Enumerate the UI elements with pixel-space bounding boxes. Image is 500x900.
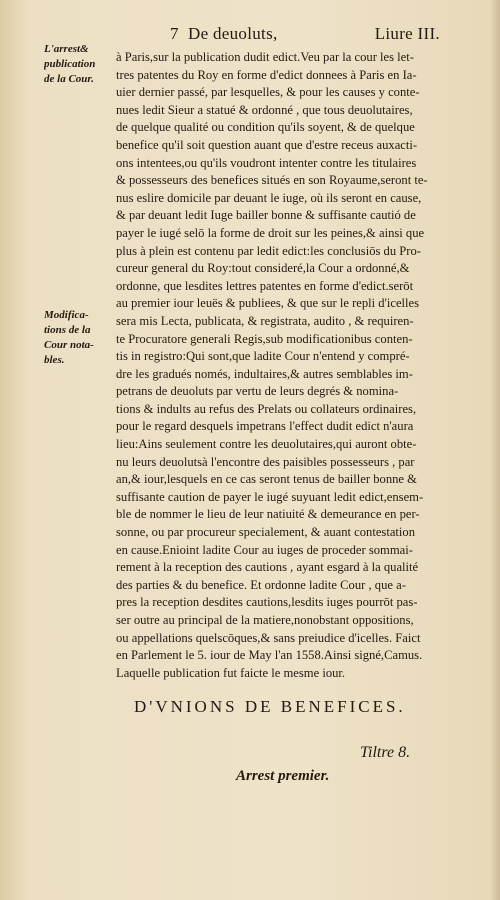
body-line: ons intentees,ou qu'ils voudront intenter contre les titulaires xyxy=(116,155,417,170)
body-line: & par deuant ledit Iuge bailler bonne & suffisante cautió de xyxy=(116,208,416,223)
margin-note-line: de la Cour. xyxy=(44,73,94,85)
title-number: Tiltre 8. xyxy=(360,744,411,761)
body-line: en Parlement le 5. iour de May l'an 1558.Ainsi signé,Camus. xyxy=(116,648,423,663)
arrest-heading: Arrest premier. xyxy=(236,768,330,784)
body-line: cureur general du Roy:tout consideré,la Cour a ordonné,& xyxy=(116,261,410,276)
margin-note-line: L'arrest& xyxy=(44,43,89,55)
book-label: Liure III. xyxy=(374,24,440,43)
body-line: te Procuratore generali Regis,sub modificationibus conten- xyxy=(116,331,413,346)
body-line: sera mis Lecta, publicata, & registrata, audito , & requiren- xyxy=(116,313,414,328)
page-edge-shadow xyxy=(490,0,500,900)
body-line: nus eslire domicile par deuant le iuge, où ils seront en cause, xyxy=(116,190,422,205)
body-line: dre les gradués només, indultaires,& autres semblables im- xyxy=(116,366,413,381)
body-line: au premier iour leuës & publiees, & que sur le repli d'icelles xyxy=(116,296,420,311)
body-line: de quelque qualité ou condition qu'ils soyent, & de quelque xyxy=(116,120,415,135)
body-line: & possesseurs des benefices situés en son Royaume,seront te- xyxy=(116,173,428,188)
body-text xyxy=(116,49,476,682)
margin-note-line: Modifica- xyxy=(44,309,89,321)
body-line: ou appellations quelscōques,& sans preiudice d'icelles. Faict xyxy=(116,630,421,645)
section-heading: D'VNIONS DE BENEFICES. xyxy=(134,697,406,716)
margin-note-line: publication xyxy=(44,58,96,70)
body-line: des parties & du benefice. Et ordonne ladite Cour , que a- xyxy=(116,577,406,592)
body-line: à Paris,sur la publication dudit edict.Veu par la cour les let- xyxy=(116,50,414,64)
margin-note-arrest xyxy=(44,42,114,87)
body-line: payer le iugé selō la forme de droit sur les peines,& ainsi que xyxy=(116,225,425,240)
body-line: benefice qu'il soit question auant que d'estre receus auxacti- xyxy=(116,137,418,152)
body-line: tions & indults au refus des Prelats ou collateurs ordinaires, xyxy=(116,401,417,416)
body-line: ble de nommer le lieu de leur natiuité & demeurance en per- xyxy=(116,507,420,522)
body-line: ordonne, que lesdites lettres patentes en forme d'edict.serōt xyxy=(116,278,414,293)
running-title: De deuoluts, xyxy=(188,24,278,43)
body-line: tres patentes du Roy en forme d'edict donnees à Paris en Ia- xyxy=(116,67,417,82)
body-line: Laquelle publication fut faicte le mesme iour. xyxy=(116,665,346,680)
body-line: petrans de deuoluts par vertu de leurs degrés & nomina- xyxy=(116,384,399,399)
margin-note-line: Cour nota- xyxy=(44,339,94,351)
page-number: 7 xyxy=(170,24,179,43)
body-line: pour le regard desquels impetrans l'effect dudit edict n'aura xyxy=(116,419,414,434)
body-line: plus à plein est contenu par ledit edict:les conclusiōs du Pro- xyxy=(116,243,421,258)
body-line: rement à la reception des cautions , ayant esgard à la qualité xyxy=(116,560,419,575)
running-header xyxy=(170,24,440,46)
margin-note-modifications xyxy=(44,308,114,368)
body-line: suffisante caution de payer le iugé suyuant ledit edict,ensem- xyxy=(116,489,424,504)
body-line: nu leurs deuolutsà l'encontre des paisibles possesseurs , par xyxy=(116,454,415,469)
body-line: nues ledit Sieur a statué & ordonné , que tous deuolutaires, xyxy=(116,102,413,117)
body-line: tis in registro:Qui sont,que ladite Cour n'entend y compré- xyxy=(116,349,410,364)
body-line: en cause.Enioint ladite Cour au iuges de proceder sommai- xyxy=(116,542,413,557)
body-line: pres la reception desdites cautions,lesdits iuges pourrōt pas- xyxy=(116,595,418,610)
body-line: sonne, ou par procureur specialement, & auant contestation xyxy=(116,525,415,540)
body-line: ser outre au principal de la matiere,nonobstant oppositions, xyxy=(116,613,414,627)
margin-note-line: tions de la xyxy=(44,324,91,336)
body-line: lieu:Ains seulement contre les deuolutaires,qui auront obte- xyxy=(116,437,417,452)
body-line: an,& iour,lesquels en ce cas seront tenus de bailler bonne & xyxy=(116,472,417,487)
body-line: uier dernier passé, par lesquelles, & pour les causes y conte- xyxy=(116,85,420,100)
margin-note-line: bles. xyxy=(44,354,65,366)
